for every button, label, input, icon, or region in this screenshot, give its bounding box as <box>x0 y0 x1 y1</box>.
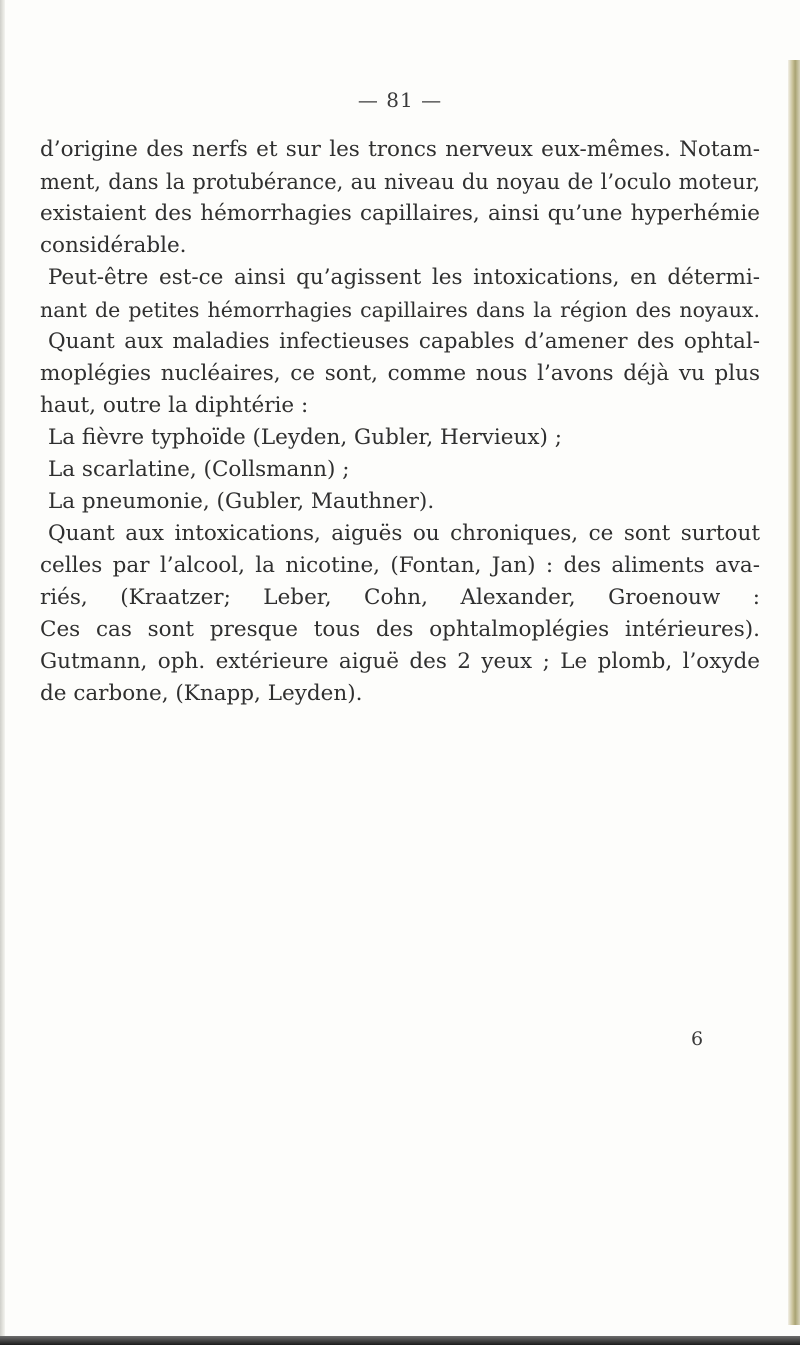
page-bottom-edge <box>0 1336 800 1345</box>
page-number: — 81 — <box>357 88 443 112</box>
text-line: d’origine des nerfs et sur les troncs nerveux eux-mêmes. Notam- <box>40 137 760 162</box>
page-left-edge <box>0 0 5 1345</box>
text-line: La fièvre typhoïde (Leyden, Gubler, Hervieux) ; <box>48 425 562 450</box>
text-line: celles par l’alcool, la nicotine, (Fontan, Jan) : des aliments ava- <box>40 553 760 578</box>
text-line: Ces cas sont presque tous des ophtalmoplégies intérieures). <box>40 617 760 642</box>
text-line: moplégies nucléaires, ce sont, comme nous l’avons déjà vu plus <box>40 361 760 386</box>
body-text <box>40 134 760 710</box>
text-line: de carbone, (Knapp, Leyden). <box>40 681 363 706</box>
text-line: La pneumonie, (Gubler, Mauthner). <box>48 489 435 514</box>
signature-mark: 6 <box>691 1028 704 1050</box>
text-line: ment, dans la protubérance, au niveau du noyau de l’oculo moteur, <box>40 170 760 194</box>
text-line: riés, (Kraatzer; Leber, Cohn, Alexander, Groenouw : <box>40 585 760 610</box>
page-right-edge <box>788 60 800 1325</box>
text-line: La scarlatine, (Collsmann) ; <box>48 457 350 482</box>
text-line: existaient des hémorrhagies capillaires, ainsi qu’une hyperhémie <box>40 201 760 226</box>
text-line: Quant aux intoxications, aiguës ou chroniques, ce sont surtout <box>48 521 760 546</box>
text-line: haut, outre la diphtérie : <box>40 393 309 418</box>
text-line: Gutmann, oph. extérieure aiguë des 2 yeux ; Le plomb, l’oxyde <box>40 649 760 674</box>
text-line: Quant aux maladies infectieuses capables d’amener des ophtal- <box>48 329 760 354</box>
text-line: Peut-être est-ce ainsi qu’agissent les intoxications, en détermi- <box>48 265 760 290</box>
text-line: nant de petites hémorrhagies capillaires dans la région des noyaux. <box>40 298 760 322</box>
text-line: considérable. <box>40 233 187 258</box>
